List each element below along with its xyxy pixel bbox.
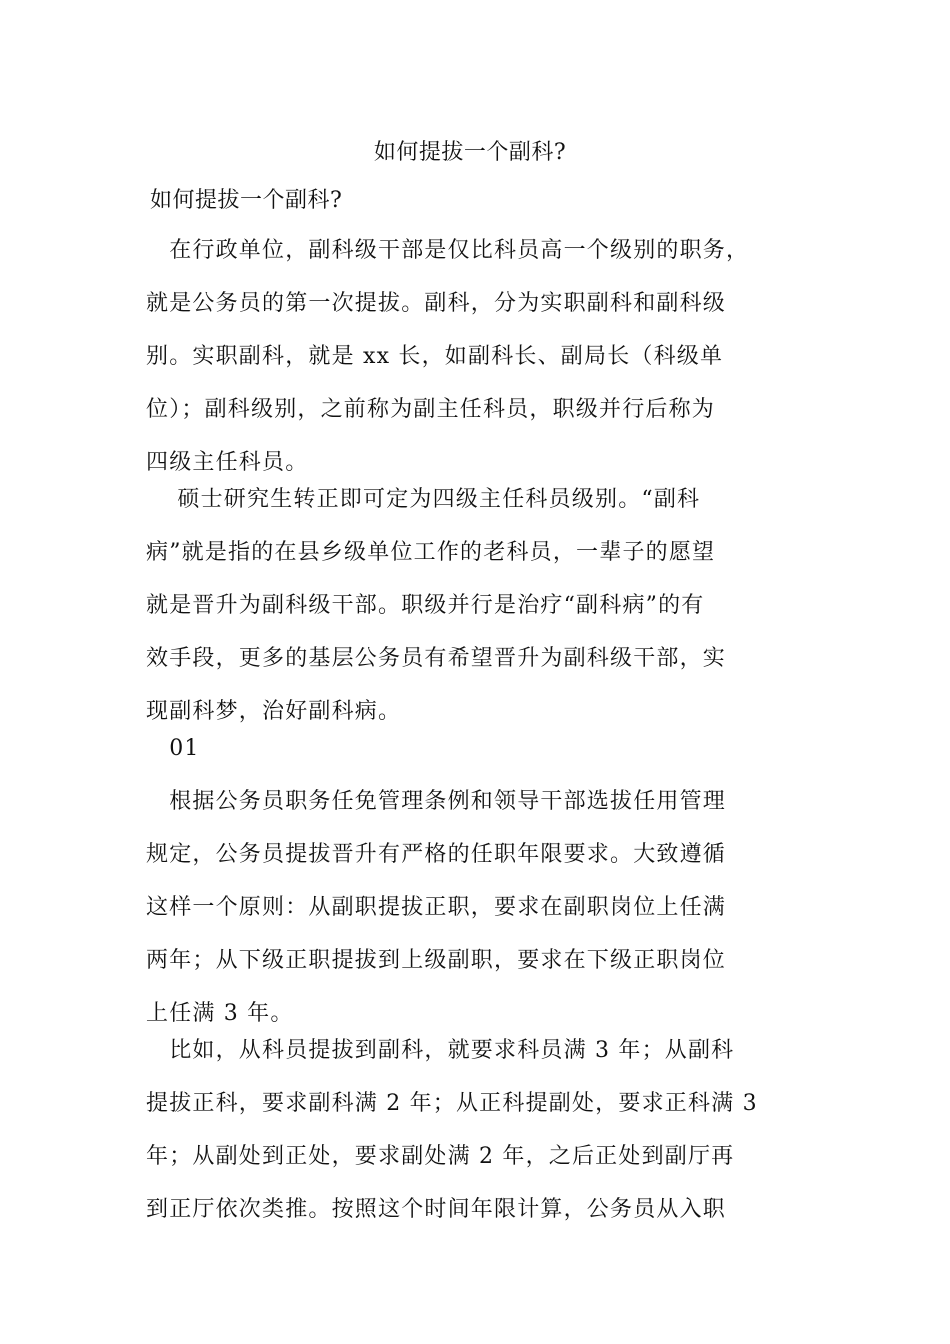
paragraph-line: 现副科梦，治好副科病。 [146,699,402,724]
paragraph-line: 就是公务员的第一次提拔。副科，分为实职副科和副科级 [146,291,727,316]
paragraph-line: 病”就是指的在县乡级单位工作的老科员，一辈子的愿望 [146,540,716,565]
paragraph-line: 提拔正科，要求副科满 2 年；从正科提副处，要求正科满 3 [146,1091,758,1116]
page-title: 如何提拔一个副科? [373,140,567,165]
paragraph-line: 两年；从下级正职提拔到上级副职，要求在下级正职岗位 [146,948,727,973]
paragraph-line: 年；从副处到正处，要求副处满 2 年，之后正处到副厅再 [146,1144,735,1169]
section-number-text: 01 [146,736,200,761]
section-number [146,722,826,775]
paragraph-line: 规定，公务员提拔晋升有严格的任职年限要求。大致遵循 [146,842,727,867]
paragraph-line: 上任满 3 年。 [146,1001,294,1026]
paragraph-1 [146,224,826,489]
paragraph-line: 比如，从科员提拔到副科，就要求科员满 3 年；从副科 [146,1038,735,1063]
paragraph-line: 硕士研究生转正即可定为四级主任科员级别。“副科 [146,487,701,512]
paragraph-4 [146,1024,826,1236]
subtitle: 如何提拔一个副科? [150,188,343,213]
paragraph-line: 别。实职副科，就是 xx 长，如副科长、副局长（科级单 [146,344,724,369]
paragraph-line: 到正厅依次类推。按照这个时间年限计算，公务员从入职 [146,1197,727,1222]
paragraph-line: 就是晋升为副科级干部。职级并行是治疗“副科病”的有 [146,593,705,618]
paragraph-2 [146,473,826,738]
paragraph-line: 位）；副科级别，之前称为副主任科员，职级并行后称为 [146,397,716,422]
paragraph-line: 四级主任科员。 [146,450,309,475]
paragraph-line: 这样一个原则：从副职提拔正职，要求在副职岗位上任满 [146,895,727,920]
paragraph-line: 在行政单位，副科级干部是仅比科员高一个级别的职务， [146,238,750,263]
paragraph-line: 效手段，更多的基层公务员有希望晋升为副科级干部，实 [146,646,727,671]
paragraph-3 [146,775,826,1040]
paragraph-line: 根据公务员职务任免管理条例和领导干部选拔任用管理 [146,789,727,814]
